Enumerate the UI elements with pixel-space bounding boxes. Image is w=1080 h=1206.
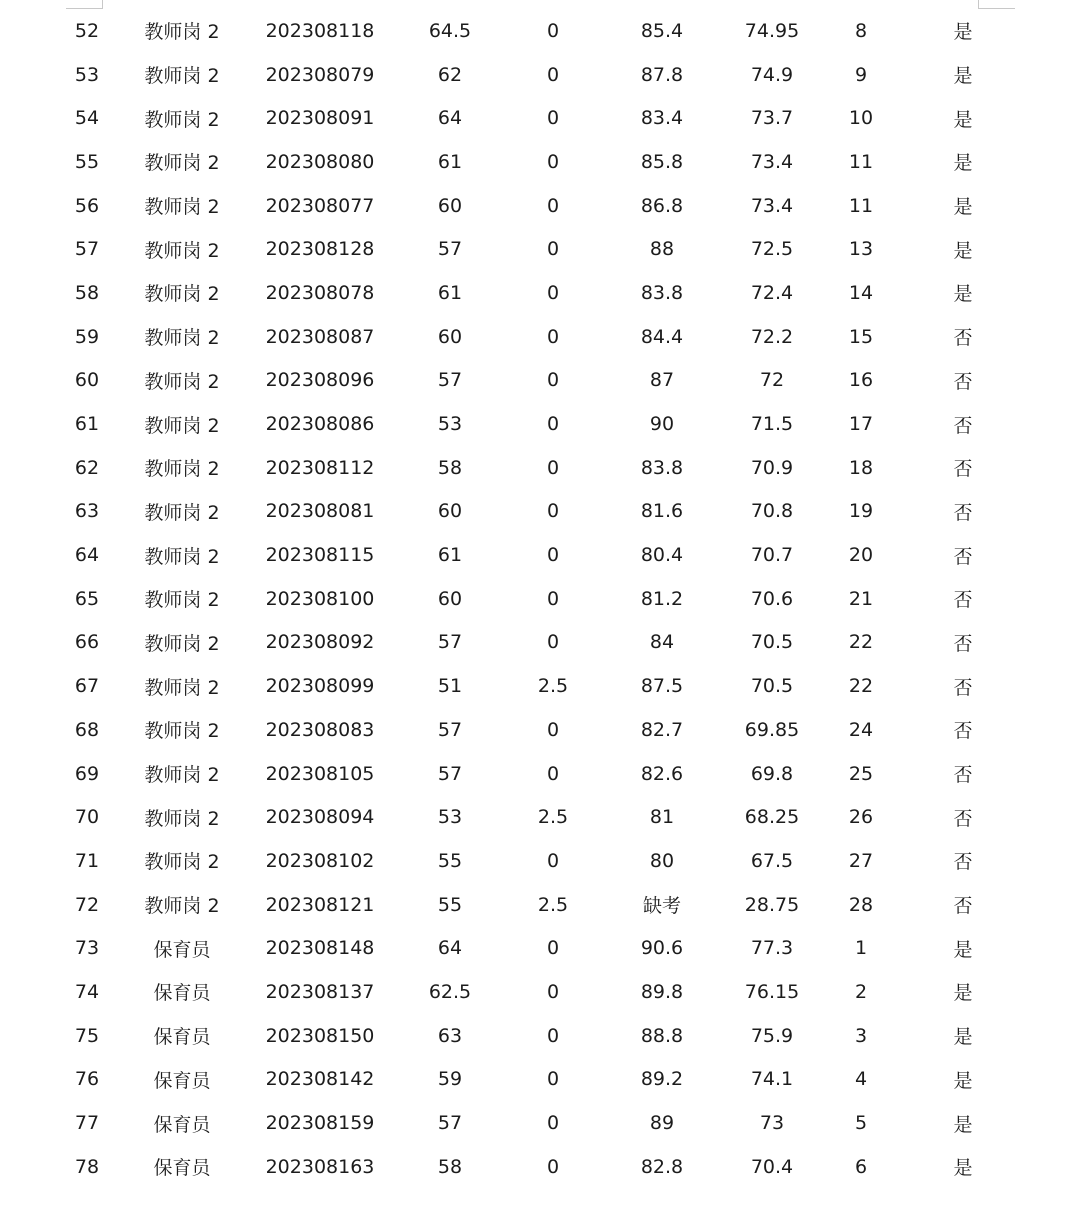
bonus-points-cell: 2.5 [537, 893, 569, 916]
table-row [0, 1145, 1080, 1189]
position-cell: 保育员 [153, 1113, 211, 1136]
qualified-cell: 是 [953, 196, 973, 219]
bonus-points-cell: 0 [546, 413, 560, 436]
results-table [0, 9, 1080, 1189]
position-cell: 教师岗 2 [144, 152, 220, 175]
written-score-cell: 57 [437, 1112, 463, 1135]
table-row [0, 1014, 1080, 1058]
interview-score-cell: 90 [649, 413, 675, 436]
rank-cell: 9 [854, 63, 868, 86]
page-corner-mark-right [978, 0, 1015, 9]
written-score-cell: 60 [437, 325, 463, 348]
qualified-cell: 是 [953, 938, 973, 961]
rank-cell: 18 [848, 456, 874, 479]
interview-score-cell: 缺考 [642, 895, 681, 918]
bonus-points-cell: 0 [546, 63, 560, 86]
total-score-cell: 71.5 [750, 413, 794, 436]
rank-cell: 4 [854, 1068, 868, 1091]
position-cell: 教师岗 2 [144, 545, 220, 568]
qualified-cell: 是 [953, 1157, 973, 1180]
candidate-id-cell: 202308102 [265, 849, 375, 872]
position-cell: 保育员 [153, 982, 211, 1005]
bonus-points-cell: 0 [546, 718, 560, 741]
rank-cell: 24 [848, 718, 874, 741]
qualified-cell: 否 [953, 370, 973, 393]
bonus-points-cell: 0 [546, 369, 560, 392]
position-cell: 教师岗 2 [144, 414, 220, 437]
total-score-cell: 76.15 [744, 980, 800, 1003]
candidate-id-cell: 202308112 [265, 456, 375, 479]
table-row [0, 883, 1080, 927]
written-score-cell: 57 [437, 762, 463, 785]
rank-cell: 6 [854, 1155, 868, 1178]
qualified-cell: 是 [953, 1069, 973, 1092]
rank-cell: 15 [848, 325, 874, 348]
total-score-cell: 68.25 [744, 806, 800, 829]
rank-cell: 10 [848, 107, 874, 130]
qualified-cell: 是 [953, 108, 973, 131]
interview-score-cell: 89.8 [640, 980, 684, 1003]
candidate-id-cell: 202308087 [265, 325, 375, 348]
written-score-cell: 57 [437, 369, 463, 392]
qualified-cell: 是 [953, 982, 973, 1005]
candidate-id-cell: 202308118 [265, 19, 375, 42]
bonus-points-cell: 0 [546, 500, 560, 523]
total-score-cell: 74.1 [750, 1068, 794, 1091]
position-cell: 教师岗 2 [144, 196, 220, 219]
position-cell: 教师岗 2 [144, 676, 220, 699]
serial-number-cell: 76 [74, 1068, 100, 1091]
position-cell: 教师岗 2 [144, 807, 220, 830]
table-row [0, 315, 1080, 359]
written-score-cell: 62 [437, 63, 463, 86]
table-row [0, 359, 1080, 403]
total-score-cell: 72.2 [750, 325, 794, 348]
qualified-cell: 否 [953, 414, 973, 437]
qualified-cell: 否 [953, 807, 973, 830]
candidate-id-cell: 202308079 [265, 63, 375, 86]
bonus-points-cell: 0 [546, 238, 560, 261]
serial-number-cell: 74 [74, 980, 100, 1003]
rank-cell: 28 [848, 893, 874, 916]
position-cell: 教师岗 2 [144, 108, 220, 131]
serial-number-cell: 73 [74, 937, 100, 960]
total-score-cell: 70.8 [750, 500, 794, 523]
bonus-points-cell: 0 [546, 937, 560, 960]
candidate-id-cell: 202308094 [265, 806, 375, 829]
total-score-cell: 73.4 [750, 194, 794, 217]
serial-number-cell: 77 [74, 1112, 100, 1135]
position-cell: 教师岗 2 [144, 239, 220, 262]
serial-number-cell: 64 [74, 544, 100, 567]
serial-number-cell: 54 [74, 107, 100, 130]
candidate-id-cell: 202308081 [265, 500, 375, 523]
bonus-points-cell: 0 [546, 281, 560, 304]
serial-number-cell: 52 [74, 19, 100, 42]
rank-cell: 16 [848, 369, 874, 392]
bonus-points-cell: 0 [546, 587, 560, 610]
serial-number-cell: 66 [74, 631, 100, 654]
written-score-cell: 61 [437, 544, 463, 567]
total-score-cell: 77.3 [750, 937, 794, 960]
candidate-id-cell: 202308121 [265, 893, 375, 916]
candidate-id-cell: 202308142 [265, 1068, 375, 1091]
table-row [0, 1058, 1080, 1102]
serial-number-cell: 56 [74, 194, 100, 217]
serial-number-cell: 55 [74, 150, 100, 173]
total-score-cell: 70.5 [750, 631, 794, 654]
serial-number-cell: 67 [74, 675, 100, 698]
total-score-cell: 67.5 [750, 849, 794, 872]
rank-cell: 13 [848, 238, 874, 261]
serial-number-cell: 71 [74, 849, 100, 872]
written-score-cell: 58 [437, 1155, 463, 1178]
candidate-id-cell: 202308100 [265, 587, 375, 610]
table-row [0, 490, 1080, 534]
position-cell: 教师岗 2 [144, 458, 220, 481]
bonus-points-cell: 0 [546, 150, 560, 173]
total-score-cell: 70.9 [750, 456, 794, 479]
written-score-cell: 60 [437, 587, 463, 610]
rank-cell: 11 [848, 150, 874, 173]
candidate-id-cell: 202308080 [265, 150, 375, 173]
serial-number-cell: 65 [74, 587, 100, 610]
position-cell: 教师岗 2 [144, 283, 220, 306]
table-row [0, 271, 1080, 315]
table-row [0, 184, 1080, 228]
page-corner-mark-left [66, 0, 103, 9]
written-score-cell: 64 [437, 107, 463, 130]
qualified-cell: 否 [953, 676, 973, 699]
written-score-cell: 63 [437, 1024, 463, 1047]
rank-cell: 5 [854, 1112, 868, 1135]
serial-number-cell: 78 [74, 1155, 100, 1178]
candidate-id-cell: 202308148 [265, 937, 375, 960]
serial-number-cell: 61 [74, 413, 100, 436]
interview-score-cell: 88.8 [640, 1024, 684, 1047]
rank-cell: 22 [848, 631, 874, 654]
written-score-cell: 62.5 [428, 980, 472, 1003]
interview-score-cell: 80 [649, 849, 675, 872]
serial-number-cell: 68 [74, 718, 100, 741]
total-score-cell: 73.7 [750, 107, 794, 130]
bonus-points-cell: 0 [546, 631, 560, 654]
interview-score-cell: 82.6 [640, 762, 684, 785]
interview-score-cell: 86.8 [640, 194, 684, 217]
bonus-points-cell: 0 [546, 1155, 560, 1178]
position-cell: 教师岗 2 [144, 327, 220, 350]
total-score-cell: 73 [759, 1112, 785, 1135]
position-cell: 教师岗 2 [144, 370, 220, 393]
total-score-cell: 70.5 [750, 675, 794, 698]
table-row [0, 402, 1080, 446]
position-cell: 教师岗 2 [144, 851, 220, 874]
qualified-cell: 否 [953, 458, 973, 481]
total-score-cell: 74.9 [750, 63, 794, 86]
bonus-points-cell: 0 [546, 19, 560, 42]
qualified-cell: 否 [953, 327, 973, 350]
position-cell: 教师岗 2 [144, 21, 220, 44]
position-cell: 保育员 [153, 1026, 211, 1049]
table-row [0, 227, 1080, 271]
rank-cell: 2 [854, 980, 868, 1003]
candidate-id-cell: 202308091 [265, 107, 375, 130]
total-score-cell: 70.7 [750, 544, 794, 567]
table-row [0, 621, 1080, 665]
qualified-cell: 否 [953, 545, 973, 568]
bonus-points-cell: 0 [546, 1024, 560, 1047]
qualified-cell: 是 [953, 239, 973, 262]
rank-cell: 19 [848, 500, 874, 523]
rank-cell: 17 [848, 413, 874, 436]
table-row [0, 577, 1080, 621]
table-row [0, 664, 1080, 708]
written-score-cell: 64 [437, 937, 463, 960]
serial-number-cell: 59 [74, 325, 100, 348]
interview-score-cell: 88 [649, 238, 675, 261]
position-cell: 保育员 [153, 938, 211, 961]
serial-number-cell: 69 [74, 762, 100, 785]
serial-number-cell: 70 [74, 806, 100, 829]
results-table-body [0, 9, 1080, 1189]
qualified-cell: 是 [953, 283, 973, 306]
interview-score-cell: 83.8 [640, 281, 684, 304]
serial-number-cell: 53 [74, 63, 100, 86]
written-score-cell: 61 [437, 281, 463, 304]
bonus-points-cell: 0 [546, 456, 560, 479]
table-row [0, 140, 1080, 184]
written-score-cell: 57 [437, 631, 463, 654]
position-cell: 教师岗 2 [144, 632, 220, 655]
candidate-id-cell: 202308086 [265, 413, 375, 436]
candidate-id-cell: 202308150 [265, 1024, 375, 1047]
candidate-id-cell: 202308163 [265, 1155, 375, 1178]
bonus-points-cell: 0 [546, 544, 560, 567]
interview-score-cell: 81 [649, 806, 675, 829]
serial-number-cell: 63 [74, 500, 100, 523]
rank-cell: 20 [848, 544, 874, 567]
candidate-id-cell: 202308077 [265, 194, 375, 217]
interview-score-cell: 87.5 [640, 675, 684, 698]
interview-score-cell: 84 [649, 631, 675, 654]
candidate-id-cell: 202308128 [265, 238, 375, 261]
interview-score-cell: 81.2 [640, 587, 684, 610]
interview-score-cell: 87.8 [640, 63, 684, 86]
total-score-cell: 73.4 [750, 150, 794, 173]
interview-score-cell: 83.4 [640, 107, 684, 130]
bonus-points-cell: 0 [546, 762, 560, 785]
interview-score-cell: 85.4 [640, 19, 684, 42]
written-score-cell: 53 [437, 806, 463, 829]
position-cell: 教师岗 2 [144, 65, 220, 88]
written-score-cell: 59 [437, 1068, 463, 1091]
table-row [0, 1101, 1080, 1145]
candidate-id-cell: 202308078 [265, 281, 375, 304]
serial-number-cell: 60 [74, 369, 100, 392]
bonus-points-cell: 0 [546, 194, 560, 217]
qualified-cell: 否 [953, 632, 973, 655]
bonus-points-cell: 0 [546, 1112, 560, 1135]
qualified-cell: 否 [953, 895, 973, 918]
qualified-cell: 否 [953, 720, 973, 743]
written-score-cell: 57 [437, 238, 463, 261]
qualified-cell: 是 [953, 21, 973, 44]
total-score-cell: 72.4 [750, 281, 794, 304]
interview-score-cell: 80.4 [640, 544, 684, 567]
qualified-cell: 是 [953, 1113, 973, 1136]
position-cell: 教师岗 2 [144, 895, 220, 918]
total-score-cell: 70.4 [750, 1155, 794, 1178]
table-row [0, 708, 1080, 752]
candidate-id-cell: 202308105 [265, 762, 375, 785]
table-row [0, 752, 1080, 796]
qualified-cell: 否 [953, 851, 973, 874]
rank-cell: 8 [854, 19, 868, 42]
table-row [0, 9, 1080, 53]
bonus-points-cell: 0 [546, 980, 560, 1003]
table-row [0, 795, 1080, 839]
serial-number-cell: 57 [74, 238, 100, 261]
rank-cell: 21 [848, 587, 874, 610]
bonus-points-cell: 0 [546, 849, 560, 872]
candidate-id-cell: 202308096 [265, 369, 375, 392]
total-score-cell: 72 [759, 369, 785, 392]
total-score-cell: 28.75 [744, 893, 800, 916]
qualified-cell: 是 [953, 65, 973, 88]
interview-score-cell: 82.7 [640, 718, 684, 741]
bonus-points-cell: 2.5 [537, 675, 569, 698]
rank-cell: 1 [854, 937, 868, 960]
serial-number-cell: 75 [74, 1024, 100, 1047]
bonus-points-cell: 0 [546, 325, 560, 348]
total-score-cell: 69.85 [744, 718, 800, 741]
serial-number-cell: 72 [74, 893, 100, 916]
candidate-id-cell: 202308159 [265, 1112, 375, 1135]
interview-score-cell: 90.6 [640, 937, 684, 960]
candidate-id-cell: 202308099 [265, 675, 375, 698]
qualified-cell: 否 [953, 501, 973, 524]
total-score-cell: 75.9 [750, 1024, 794, 1047]
interview-score-cell: 82.8 [640, 1155, 684, 1178]
position-cell: 教师岗 2 [144, 501, 220, 524]
written-score-cell: 60 [437, 500, 463, 523]
bonus-points-cell: 0 [546, 107, 560, 130]
bonus-points-cell: 2.5 [537, 806, 569, 829]
written-score-cell: 64.5 [428, 19, 472, 42]
serial-number-cell: 58 [74, 281, 100, 304]
rank-cell: 11 [848, 194, 874, 217]
interview-score-cell: 89.2 [640, 1068, 684, 1091]
candidate-id-cell: 202308115 [265, 544, 375, 567]
written-score-cell: 53 [437, 413, 463, 436]
rank-cell: 22 [848, 675, 874, 698]
qualified-cell: 是 [953, 1026, 973, 1049]
interview-score-cell: 85.8 [640, 150, 684, 173]
total-score-cell: 69.8 [750, 762, 794, 785]
candidate-id-cell: 202308137 [265, 980, 375, 1003]
position-cell: 保育员 [153, 1157, 211, 1180]
bonus-points-cell: 0 [546, 1068, 560, 1091]
candidate-id-cell: 202308092 [265, 631, 375, 654]
qualified-cell: 是 [953, 152, 973, 175]
written-score-cell: 61 [437, 150, 463, 173]
table-row [0, 533, 1080, 577]
written-score-cell: 55 [437, 893, 463, 916]
rank-cell: 14 [848, 281, 874, 304]
written-score-cell: 60 [437, 194, 463, 217]
rank-cell: 25 [848, 762, 874, 785]
total-score-cell: 70.6 [750, 587, 794, 610]
interview-score-cell: 87 [649, 369, 675, 392]
written-score-cell: 55 [437, 849, 463, 872]
position-cell: 保育员 [153, 1069, 211, 1092]
rank-cell: 27 [848, 849, 874, 872]
interview-score-cell: 81.6 [640, 500, 684, 523]
total-score-cell: 74.95 [744, 19, 800, 42]
serial-number-cell: 62 [74, 456, 100, 479]
table-row [0, 446, 1080, 490]
table-row [0, 926, 1080, 970]
interview-score-cell: 84.4 [640, 325, 684, 348]
interview-score-cell: 89 [649, 1112, 675, 1135]
rank-cell: 26 [848, 806, 874, 829]
interview-score-cell: 83.8 [640, 456, 684, 479]
table-row [0, 970, 1080, 1014]
qualified-cell: 否 [953, 589, 973, 612]
written-score-cell: 58 [437, 456, 463, 479]
table-row [0, 53, 1080, 97]
written-score-cell: 51 [437, 675, 463, 698]
position-cell: 教师岗 2 [144, 589, 220, 612]
position-cell: 教师岗 2 [144, 764, 220, 787]
qualified-cell: 否 [953, 764, 973, 787]
total-score-cell: 72.5 [750, 238, 794, 261]
table-row [0, 839, 1080, 883]
position-cell: 教师岗 2 [144, 720, 220, 743]
written-score-cell: 57 [437, 718, 463, 741]
candidate-id-cell: 202308083 [265, 718, 375, 741]
table-row [0, 96, 1080, 140]
rank-cell: 3 [854, 1024, 868, 1047]
